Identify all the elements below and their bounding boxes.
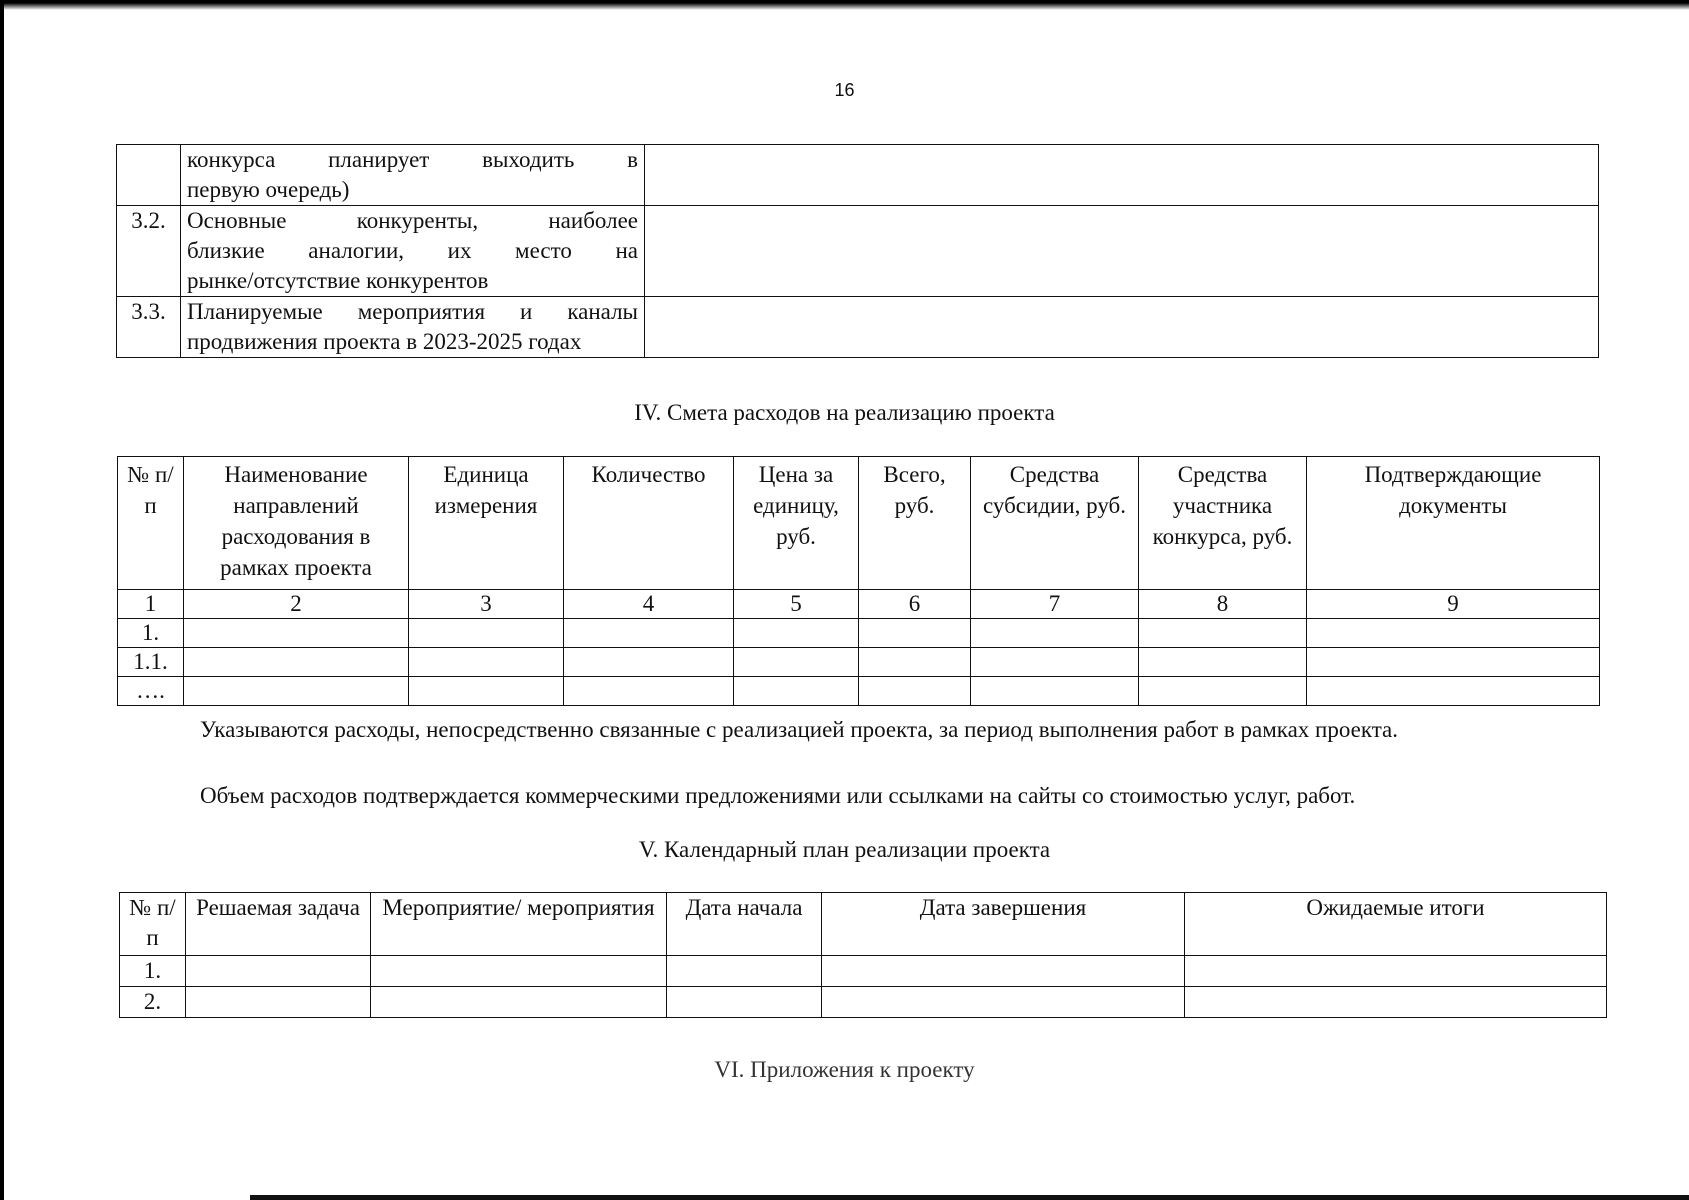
budget-note-expenses: Указываются расходы, непосредственно связанные с реализацией проекта, за период выполнения работ в рамках проекта. <box>200 717 1398 742</box>
table-row <box>118 619 1600 648</box>
empty-cell <box>371 956 667 987</box>
budget-index-row <box>118 590 1600 619</box>
empty-cell <box>564 648 734 677</box>
column-header: Дата завершения <box>822 893 1185 956</box>
column-index: 7 <box>971 590 1139 619</box>
empty-cell <box>667 956 822 987</box>
row-number: 3.2. <box>117 206 181 297</box>
empty-cell <box>186 987 371 1018</box>
empty-cell <box>971 677 1139 706</box>
empty-cell <box>1139 619 1307 648</box>
column-header: Наименование направлений расходования в рамках проекта <box>184 457 409 590</box>
column-header: Цена за единицу, руб. <box>734 457 859 590</box>
empty-cell <box>859 677 971 706</box>
column-header: Количество <box>564 457 734 590</box>
table-row <box>120 956 1607 987</box>
empty-cell <box>1307 619 1600 648</box>
row-number: 1. <box>120 956 186 987</box>
empty-cell <box>734 619 859 648</box>
empty-cell <box>1185 956 1607 987</box>
column-header: Всего, руб. <box>859 457 971 590</box>
scan-border-left <box>0 0 4 1200</box>
empty-cell <box>1139 648 1307 677</box>
empty-cell <box>859 619 971 648</box>
table-row <box>117 145 1599 206</box>
label-line: рынке/отсутствие конкурентов <box>187 268 489 293</box>
label-line: конкурса планирует выходить в <box>187 147 638 172</box>
scan-border-top <box>0 0 1689 10</box>
table-row <box>117 297 1599 358</box>
row-number: 2. <box>120 987 186 1018</box>
column-header: Мероприятие/ мероприятия <box>371 893 667 956</box>
table-row <box>120 987 1607 1018</box>
column-index: 2 <box>184 590 409 619</box>
column-header: № п/п <box>120 893 186 956</box>
column-index: 9 <box>1307 590 1600 619</box>
empty-cell <box>564 619 734 648</box>
calendar-plan-table <box>119 892 1607 1018</box>
row-label <box>181 297 645 358</box>
empty-cell <box>564 677 734 706</box>
column-header: Средства субсидии, руб. <box>971 457 1139 590</box>
section-heading-budget: IV. Смета расходов на реализацию проекта <box>634 400 1055 425</box>
empty-cell <box>409 619 564 648</box>
row-value <box>645 297 1599 358</box>
column-header: Решаемая задача <box>186 893 371 956</box>
budget-header-row <box>118 457 1600 590</box>
empty-cell <box>734 648 859 677</box>
table-row <box>118 677 1600 706</box>
empty-cell <box>184 619 409 648</box>
calendar-header-row <box>120 893 1607 956</box>
row-number: 1.1. <box>118 648 184 677</box>
empty-cell <box>971 648 1139 677</box>
empty-cell <box>734 677 859 706</box>
empty-cell <box>184 677 409 706</box>
column-header: Дата начала <box>667 893 822 956</box>
empty-cell <box>1307 648 1600 677</box>
budget-note-confirmation: Объем расходов подтверждается коммерческими предложениями или ссылками на сайты со стоимостью услуг, работ. <box>200 783 1356 808</box>
column-index: 8 <box>1139 590 1307 619</box>
section-heading-calendar: V. Календарный план реализации проекта <box>638 837 1051 862</box>
column-index: 3 <box>409 590 564 619</box>
column-index: 4 <box>564 590 734 619</box>
row-number: 3.3. <box>117 297 181 358</box>
row-label <box>181 206 645 297</box>
empty-cell <box>371 987 667 1018</box>
label-line: первую очередь) <box>187 177 350 202</box>
label-line: близкие аналогии, их место на <box>187 238 638 263</box>
label-line: продвижения проекта в 2023-2025 годах <box>187 329 582 354</box>
column-index: 5 <box>734 590 859 619</box>
table-row <box>117 206 1599 297</box>
column-header: № п/п <box>118 457 184 590</box>
column-header: Единица измерения <box>409 457 564 590</box>
column-header: Подтверждающие документы <box>1307 457 1600 590</box>
label-line: Планируемые мероприятия и каналы <box>187 299 638 324</box>
row-number: 1. <box>118 619 184 648</box>
empty-cell <box>822 987 1185 1018</box>
row-number: …. <box>118 677 184 706</box>
column-index: 6 <box>859 590 971 619</box>
column-header: Ожидаемые итоги <box>1185 893 1607 956</box>
table-row <box>118 648 1600 677</box>
empty-cell <box>1139 677 1307 706</box>
project-info-table <box>116 144 1599 358</box>
column-index: 1 <box>118 590 184 619</box>
empty-cell <box>1307 677 1600 706</box>
row-value <box>645 145 1599 206</box>
budget-table <box>117 456 1600 706</box>
empty-cell <box>184 648 409 677</box>
column-header: Средства участника конкурса, руб. <box>1139 457 1307 590</box>
empty-cell <box>971 619 1139 648</box>
empty-cell <box>186 956 371 987</box>
empty-cell <box>409 677 564 706</box>
empty-cell <box>667 987 822 1018</box>
section-heading-attachments: VI. Приложения к проекту <box>714 1057 975 1082</box>
empty-cell <box>409 648 564 677</box>
row-value <box>645 206 1599 297</box>
label-line: Основные конкуренты, наиболее <box>187 208 638 233</box>
row-number <box>117 145 181 206</box>
empty-cell <box>1185 987 1607 1018</box>
scan-border-bottom <box>250 1195 1689 1200</box>
empty-cell <box>822 956 1185 987</box>
page-number: 16 <box>834 80 855 100</box>
row-label <box>181 145 645 206</box>
empty-cell <box>859 648 971 677</box>
